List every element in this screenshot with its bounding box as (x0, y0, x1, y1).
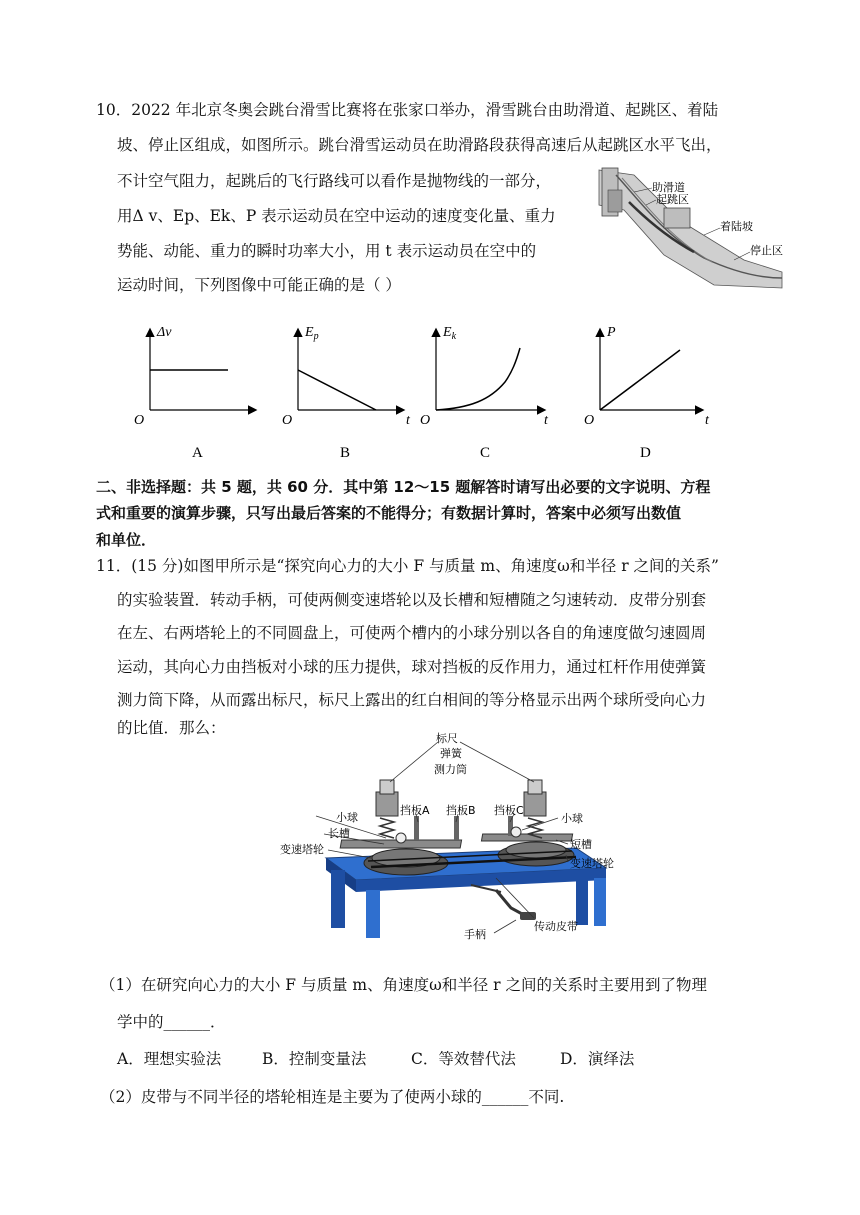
graph-a-origin: O (134, 413, 145, 428)
label-tanhuang: 弹簧 (440, 747, 462, 760)
q11-sub2-line-1: （2）皮带与不同半径的塔轮相连是主要为了使两小球的______不同. (100, 1088, 565, 1106)
label-changcao: 长槽 (328, 827, 350, 840)
graph-d-ylabel: P (607, 325, 616, 340)
label-biaochi: 标尺 (436, 732, 458, 745)
graph-d-curve (600, 350, 680, 410)
q11-line-6: 的比值．那么： (117, 719, 226, 737)
graph-b-caption: B (340, 445, 351, 461)
q11-line-4: 运动，其向心力由挡板对小球的压力提供，球对挡板的反作用力，通过杠杆作用使弹簧 (117, 658, 707, 676)
label-dangban-c: 挡板C (494, 804, 524, 817)
graph-d-xlabel: t (705, 413, 709, 428)
q11-line-1: 11．(15 分)如图甲所示是“探究向心力的大小 F 与质量 m、角速度ω和半径 r 之间的关系” (96, 557, 719, 575)
q11-sub1-line-2: 学中的______． (117, 1013, 226, 1031)
label-duancao: 短槽 (570, 838, 592, 851)
graph-b (282, 325, 411, 461)
label-tingzhiqu: 停止区 (750, 244, 783, 257)
graph-b-ylabel: $E_p$ (305, 325, 319, 342)
label-pidai: 传动皮带 (534, 920, 578, 933)
q10-line-4: 用Δ v、Ep、Ek、P 表示运动员在空中运动的速度变化量、重力 (117, 207, 556, 225)
graph-d (584, 325, 710, 461)
label-qitiaoqu: 起跳区 (656, 193, 689, 206)
q11-line-3: 在左、右两塔轮上的不同圆盘上，可使两个槽内的小球分别以各自的角速度做匀速圆周 (117, 624, 707, 642)
q11-sub1-line-1: （1）在研究向心力的大小 F 与质量 m、角速度ω和半径 r 之间的关系时主要用到了物理 (100, 976, 708, 994)
label-xiaoqiu-left: 小球 (336, 811, 358, 824)
graph-c (420, 325, 549, 461)
label-celitong: 测力筒 (434, 763, 467, 776)
q11-option-d[interactable]: D．演绎法 (560, 1050, 635, 1068)
q10-line-5: 势能、动能、重力的瞬时功率大小，用 t 表示运动员在空中的 (117, 242, 537, 260)
q10-line-3: 不计空气阻力，起跳后的飞行路线可以看作是抛物线的一部分， (117, 172, 552, 190)
graph-c-ylabel: $E_k$ (443, 325, 457, 342)
label-dangban-a: 挡板A (400, 804, 430, 817)
q11-line-5: 测力筒下降，从而露出标尺，标尺上露出的红白相间的等分格显示出两个球所受向心力 (117, 691, 707, 709)
graph-b-xlabel: t (406, 413, 410, 428)
section2-line-3: 和单位． (96, 531, 157, 549)
label-shoubing: 手柄 (464, 928, 486, 941)
graph-b-origin: O (282, 413, 293, 428)
graph-b-curve (298, 370, 376, 410)
section2-line-1: 二、非选择题：共 5 题，共 60 分．其中第 12～15 题解答时请写出必要的文字说明、方程 (96, 478, 711, 496)
label-talun-right: 变速塔轮 (570, 857, 614, 870)
graph-c-origin: O (420, 413, 431, 428)
label-dangban-b: 挡板B (446, 804, 476, 817)
q11-option-c[interactable]: C．等效替代法 (411, 1050, 516, 1068)
ski-jump-figure (594, 160, 784, 290)
graph-c-caption: C (480, 445, 491, 461)
graph-c-curve (436, 348, 520, 410)
graph-a (134, 325, 255, 461)
q10-line-1: 10．2022 年北京冬奥会跳台滑雪比赛将在张家口举办，滑雪跳台由助滑道、起跳区、着陆 (96, 101, 719, 119)
graph-c-xlabel: t (544, 413, 548, 428)
label-talun-left: 变速塔轮 (280, 843, 324, 856)
q10-line-6: 运动时间，下列图像中可能正确的是（ ） (117, 276, 401, 294)
label-xiaoqiu-right: 小球 (561, 812, 583, 825)
label-zhuoluopo: 着陆坡 (720, 220, 753, 233)
q10-line-2: 坡、停止区组成，如图所示。跳台滑雪运动员在助滑路段获得高速后从起跳区水平飞出， (117, 136, 722, 154)
centripetal-apparatus-figure (276, 730, 636, 950)
label-zhuhuadao: 助滑道 (652, 181, 685, 194)
q11-option-b[interactable]: B．控制变量法 (262, 1050, 367, 1068)
section2-line-2: 式和重要的演算步骤，只写出最后答案的不能得分；有数据计算时，答案中必须写出数值 (96, 504, 682, 522)
graph-d-origin: O (584, 413, 595, 428)
graph-a-caption: A (192, 445, 203, 461)
graph-a-ylabel: Δv (157, 325, 172, 340)
q11-line-2: 的实验装置．转动手柄，可使两侧变速塔轮以及长槽和短槽随之匀速转动．皮带分别套 (117, 591, 707, 609)
graph-d-caption: D (640, 445, 651, 461)
q11-option-a[interactable]: A．理想实验法 (117, 1050, 222, 1068)
graphs-row (120, 320, 740, 465)
